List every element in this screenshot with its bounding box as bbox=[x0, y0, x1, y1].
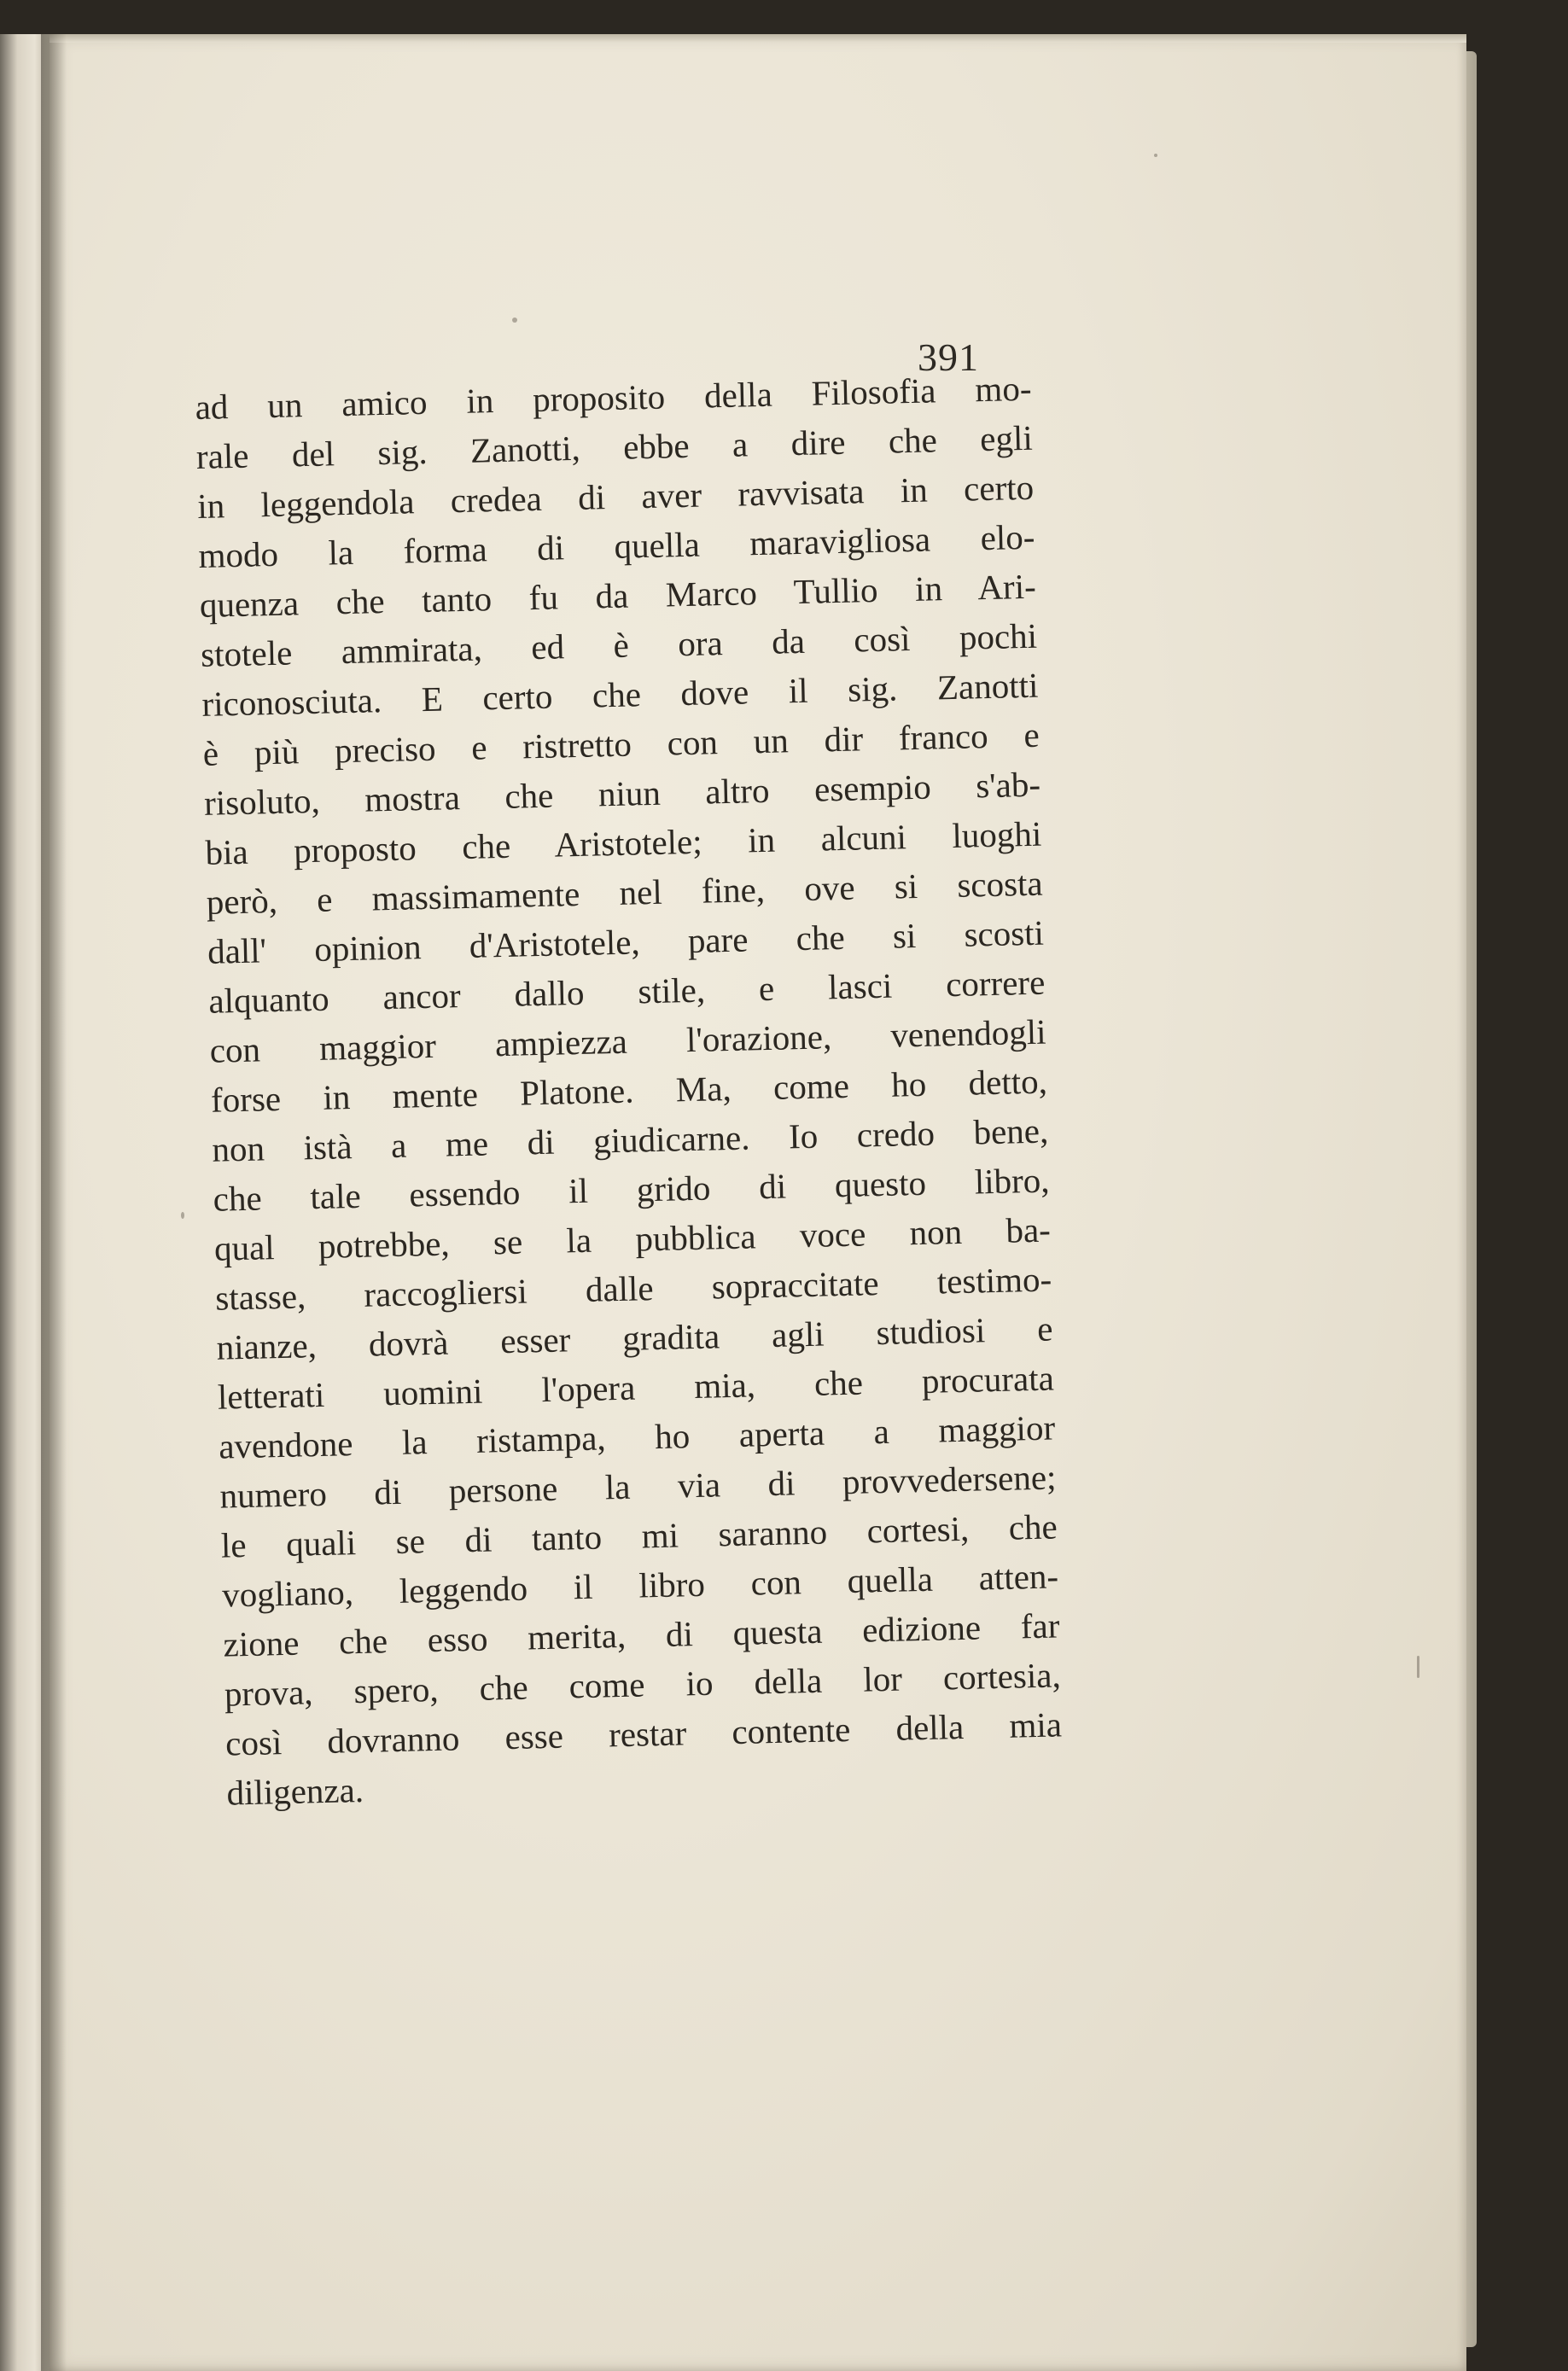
text-line: zione che esso merita, di questa edizione far bbox=[223, 1605, 1060, 1664]
text-line: è più preciso e ristretto con un dir franco e bbox=[202, 714, 1040, 773]
body-text bbox=[195, 364, 1064, 1818]
text-line: non istà a me di giudicarne. Io credo bene, bbox=[211, 1110, 1049, 1169]
text-line: bia proposto che Aristotele; in alcuni luoghi bbox=[204, 813, 1042, 872]
ghost-line: ​ bbox=[1467, 1576, 1470, 1613]
text-line: ad un amico in proposito della Filosofia mo- bbox=[195, 368, 1032, 427]
text-line: in leggendola credea di aver ravvisata in certo bbox=[196, 467, 1035, 526]
text-line: letterati uomini l'opera mia, che procurata bbox=[217, 1358, 1055, 1417]
text-line: però, e massimamente nel fine, ove si scosta bbox=[206, 863, 1044, 922]
text-line: con maggior ampiezza l'orazione, venendogli bbox=[209, 1011, 1047, 1070]
text-line: qual potrebbe, se la pubblica voce non ba- bbox=[213, 1209, 1052, 1268]
paper-speck bbox=[512, 317, 517, 323]
paper-speck bbox=[1154, 154, 1157, 157]
text-line: alquanto ancor dallo stile, e lasci correre bbox=[207, 962, 1046, 1021]
text-line: nianze, dovrà esser gradita agli studiosi e bbox=[216, 1308, 1053, 1367]
paper-speck bbox=[181, 1212, 184, 1219]
paper-speck bbox=[1417, 1656, 1419, 1678]
text-line: risoluto, mostra che niun altro esempio s'ab- bbox=[203, 764, 1041, 823]
text-line: dall' opinion d'Aristotele, pare che si scosti bbox=[207, 912, 1045, 971]
text-line: numero di persone la via di provvedersene; bbox=[219, 1457, 1057, 1516]
text-line: diligenza. bbox=[225, 1769, 364, 1813]
page-number: 391 bbox=[918, 335, 979, 379]
text-line: avendone la ristampa, ho aperta a maggior bbox=[218, 1407, 1056, 1466]
text-line: le quali se di tanto mi saranno cortesi, che bbox=[220, 1506, 1058, 1565]
ghost-line: ​ bbox=[1471, 1669, 1472, 1705]
text-line: forse in mente Platone. Ma, come ho detto, bbox=[210, 1061, 1048, 1120]
text-line: modo la forma di quella maravigliosa elo- bbox=[198, 516, 1035, 575]
text-line: che tale essendo il grido di questo libro, bbox=[213, 1160, 1050, 1219]
text-line: prova, spero, che come io della lor cortesia, bbox=[224, 1655, 1062, 1714]
text-line: stotele ammirata, ed è ora da così pochi bbox=[200, 615, 1038, 674]
text-line: vogliano, leggendo il libro con quella atten- bbox=[221, 1556, 1059, 1615]
page-top-edge bbox=[50, 34, 1466, 43]
gutter-shadow bbox=[41, 34, 67, 2371]
ghost-line: ​ bbox=[1469, 1622, 1471, 1659]
text-line: così dovranno esse restar contente della mia bbox=[224, 1704, 1063, 1763]
text-line: quenza che tanto fu da Marco Tullio in Ari- bbox=[199, 566, 1037, 625]
text-line: riconosciuta. E certo che dove il sig. Zanotti bbox=[201, 665, 1039, 724]
text-line: rale del sig. Zanotti, ebbe a dire che egli bbox=[195, 417, 1034, 476]
text-line: stasse, raccogliersi dalle sopraccitate testimo- bbox=[214, 1259, 1052, 1318]
